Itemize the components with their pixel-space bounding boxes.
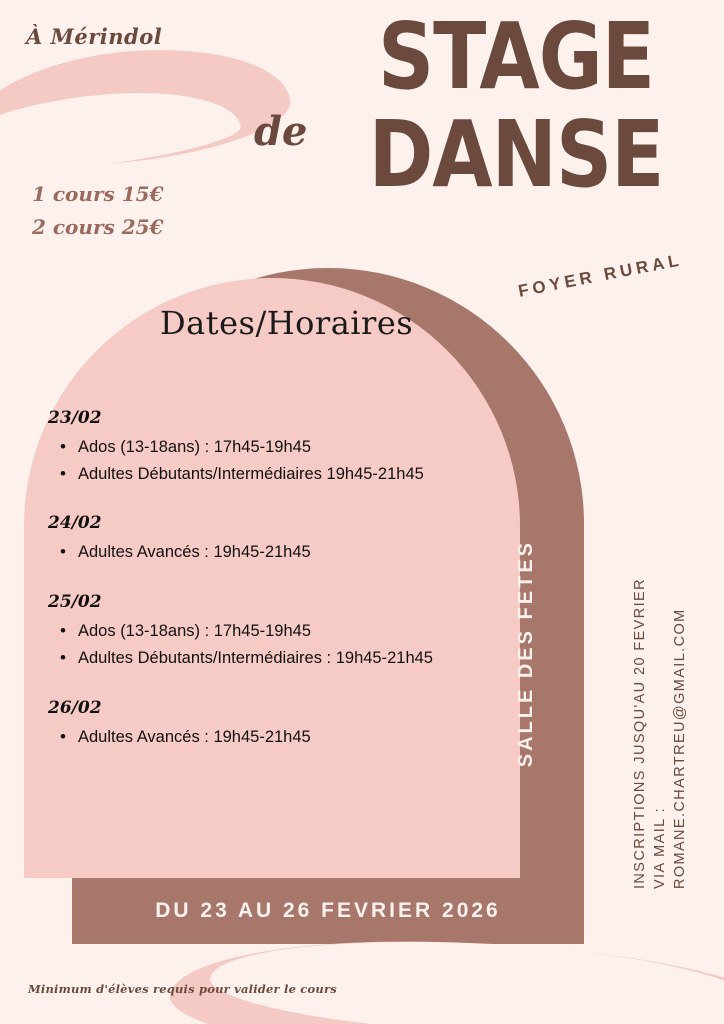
schedule-date: 23/02 bbox=[48, 408, 102, 428]
title-danse: DANSE bbox=[368, 101, 664, 209]
contact-line-email: ROMANE.CHARTREU@GMAIL.COM bbox=[672, 608, 688, 890]
title-stage: STAGE bbox=[378, 4, 654, 111]
list-item: • Adultes Avancés : 19h45-21h45 bbox=[48, 539, 518, 566]
schedule-items bbox=[48, 434, 518, 487]
contact-line-via-mail: VIA MAIL : bbox=[652, 807, 668, 890]
contact-block bbox=[632, 578, 688, 889]
price-line-2: 2 cours 25€ bbox=[32, 215, 164, 239]
date-banner bbox=[72, 878, 584, 944]
footnote: Minimum d'élèves requis pour valider le cours bbox=[28, 982, 337, 996]
poster-title bbox=[254, 4, 706, 301]
location-label: À Mérindol bbox=[26, 24, 163, 49]
list-item: • Adultes Avancés : 19h45-21h45 bbox=[48, 724, 518, 751]
schedule-items bbox=[48, 724, 518, 751]
schedule-items bbox=[48, 618, 518, 671]
schedule-group bbox=[48, 408, 518, 487]
list-item: • Ados (13-18ans) : 17h45-19h45 bbox=[48, 618, 518, 645]
list-item: • Adultes Débutants/Intermédiaires : 19h45-21h45 bbox=[48, 645, 518, 672]
page-title: Dates/Horaires bbox=[160, 304, 414, 342]
price-list bbox=[32, 178, 163, 244]
contact-line-inscriptions: INSCRIPTIONS JUSQU'AU 20 FEVRIER bbox=[632, 578, 648, 890]
schedule-group bbox=[48, 592, 518, 671]
schedule-date: 24/02 bbox=[48, 513, 102, 534]
schedule-items bbox=[48, 539, 518, 566]
schedule-date: 25/02 bbox=[48, 592, 102, 613]
schedule-group bbox=[48, 698, 518, 751]
title-de: de bbox=[254, 108, 308, 155]
venue-tag: FOYER RURAL bbox=[516, 250, 685, 301]
schedule-list bbox=[48, 408, 518, 776]
price-line-1: 1 cours 15€ bbox=[32, 182, 164, 206]
venue-vertical-label: SALLE DES FETES bbox=[515, 540, 537, 768]
list-item: • Adultes Débutants/Intermédiaires 19h45-21h45 bbox=[48, 461, 518, 488]
list-item: • Ados (13-18ans) : 17h45-19h45 bbox=[48, 434, 518, 461]
schedule-date: 26/02 bbox=[48, 697, 102, 718]
date-banner-text: DU 23 AU 26 FEVRIER 2026 bbox=[155, 899, 501, 922]
schedule-group bbox=[48, 513, 518, 566]
